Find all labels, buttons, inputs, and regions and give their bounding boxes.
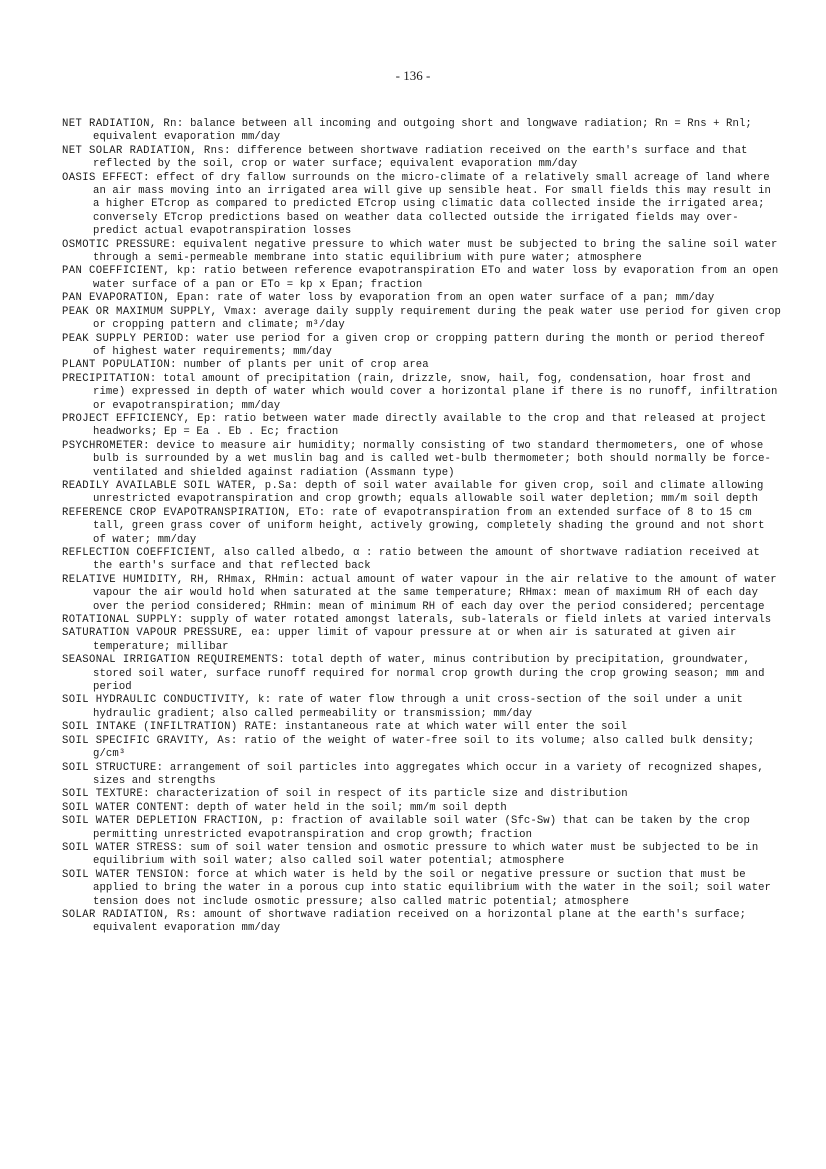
glossary-entry bbox=[62, 574, 782, 614]
glossary-term: PSYCHROMETER: bbox=[62, 439, 150, 452]
glossary-definition: rate of water flow through a unit cross-section of the soil under a unit hydraulic gradient; also called permeability or transmission; mm/day bbox=[93, 694, 743, 720]
glossary-definition: upper limit of vapour pressure at or when air is saturated at given air temperature; millibar bbox=[93, 627, 737, 653]
glossary-entry bbox=[62, 373, 782, 413]
glossary-term: SATURATION VAPOUR PRESSURE, ea: bbox=[62, 627, 272, 640]
glossary-entry bbox=[62, 292, 782, 305]
glossary-entry bbox=[62, 654, 782, 694]
glossary-term: SOIL TEXTURE: bbox=[62, 788, 150, 801]
glossary-entry bbox=[62, 359, 782, 372]
glossary-definition: instantaneous rate at which water will enter the soil bbox=[278, 721, 627, 734]
glossary-term: SOIL HYDRAULIC CONDUCTIVITY, k: bbox=[62, 694, 272, 707]
glossary-definition: average daily supply requirement during the peak water use period for given crop or cropping pattern and climate; m³/day bbox=[93, 305, 782, 332]
glossary-definition: fraction of available soil water (Sfc-Sw) that can be taken by the crop permitting unrestricted evapotranspiration and crop growth; fraction bbox=[93, 815, 750, 841]
glossary-entry bbox=[62, 815, 782, 842]
glossary-definition: characterization of soil in respect of its particle size and distribution bbox=[149, 788, 628, 801]
glossary-definition: depth of soil water available for given crop, soil and climate allowing unrestricted evapotranspiration and crop growth; equals allowable soil water depletion; mm/m soil depth bbox=[93, 479, 764, 506]
glossary-definition: actual amount of water vapour in the air relative to the amount of water vapour the air would hold when saturated at the same temperature; RHmax: mean of maximum RH of each day over the period considered; RHmin: mean of minimum RH of each day over the period considered; percentage bbox=[93, 573, 777, 613]
glossary bbox=[62, 118, 782, 936]
glossary-entry bbox=[62, 788, 782, 801]
glossary-term: SOIL WATER TENSION: bbox=[62, 868, 191, 881]
glossary-term: PLANT POPULATION: bbox=[62, 359, 177, 372]
glossary-definition: depth of water held in the soil; mm/m soil depth bbox=[190, 801, 507, 814]
glossary-term: PEAK SUPPLY PERIOD: bbox=[62, 332, 191, 345]
glossary-entry bbox=[62, 735, 782, 762]
glossary-term: ROTATIONAL SUPPLY: bbox=[62, 614, 184, 627]
glossary-definition: supply of water rotated amongst laterals, sub-laterals or field inlets at varied intervals bbox=[183, 614, 772, 627]
glossary-term: SOIL INTAKE (INFILTRATION) RATE: bbox=[62, 721, 279, 734]
glossary-definition: force at which water is held by the soil or negative pressure or suction that must be applied to bring the water in a porous cup into static equilibrium with the water in the soil; soil water tension does not include osmotic pressure; also called matric potential; atmosphere bbox=[93, 868, 772, 908]
glossary-entry bbox=[62, 413, 782, 440]
glossary-entry bbox=[62, 118, 782, 145]
glossary-entry bbox=[62, 721, 782, 734]
glossary-definition: difference between shortwave radiation received on the earth's surface and that reflected by the soil, crop or water surface; equivalent evaporation mm/day bbox=[93, 144, 748, 171]
glossary-definition: rate of water loss by evaporation from an open water surface of a pan; mm/day bbox=[210, 292, 715, 305]
page-number: - 136 - bbox=[395, 68, 431, 83]
glossary-entry bbox=[62, 306, 782, 333]
glossary-entry bbox=[62, 440, 782, 480]
glossary-entry bbox=[62, 842, 782, 869]
glossary-definition: number of plants per unit of crop area bbox=[176, 359, 429, 372]
glossary-definition: rate of evapotranspiration from an extended surface of 8 to 15 cm tall, green grass cover of uniform height, actively growing, completely shading the ground and not short of water; mm/day bbox=[93, 506, 765, 546]
glossary-definition: ratio between water made directly available to the crop and that released at project headworks; Ep = Ea . Eb . Ec; fraction bbox=[93, 412, 767, 439]
glossary-term: READILY AVAILABLE SOIL WATER, p.Sa: bbox=[62, 479, 299, 492]
glossary-term: SOIL SPECIFIC GRAVITY, As: bbox=[62, 734, 238, 747]
glossary-term: SOIL WATER DEPLETION FRACTION, p: bbox=[62, 815, 285, 828]
glossary-entry bbox=[62, 762, 782, 789]
glossary-term: PROJECT EFFICIENCY, Ep: bbox=[62, 412, 218, 425]
glossary-term: PEAK OR MAXIMUM SUPPLY, Vmax: bbox=[62, 305, 258, 318]
glossary-term: REFERENCE CROP EVAPOTRANSPIRATION, ETo: bbox=[62, 506, 326, 519]
glossary-definition: amount of shortwave radiation received on a horizontal plane at the earth's surface; equivalent evaporation mm/day bbox=[93, 908, 747, 935]
glossary-entry bbox=[62, 547, 782, 574]
glossary-entry bbox=[62, 145, 782, 172]
glossary-term: RELATIVE HUMIDITY, RH, RHmax, RHmin: bbox=[62, 573, 306, 586]
glossary-entry bbox=[62, 909, 782, 936]
glossary-term: PAN COEFFICIENT, kp: bbox=[62, 265, 198, 278]
glossary-entry bbox=[62, 627, 782, 654]
glossary-term: PRECIPITATION: bbox=[62, 372, 157, 385]
glossary-term: NET SOLAR RADIATION, Rns: bbox=[62, 144, 231, 157]
glossary-term: PAN EVAPORATION, Epan: bbox=[62, 292, 211, 305]
glossary-definition: water use period for a given crop or cropping pattern during the month or period thereof of highest water requirements; mm/day bbox=[93, 332, 766, 358]
glossary-definition: equivalent negative pressure to which water must be subjected to bring the saline soil water through a semi-permeable membrane into static equilibrium with pure water; atmosphere bbox=[93, 238, 778, 265]
glossary-definition: total depth of water, minus contribution by precipitation, groundwater, stored soil water, surface runoff required for normal crop growth during the crop growing season; mm and period bbox=[93, 654, 765, 694]
glossary-definition: device to measure air humidity; normally consisting of two standard thermometers, one of whose bulb is surrounded by a wet muslin bag and is called wet-bulb thermometer; both should normally be force-ventilated and shielded against radiation (Assmann type) bbox=[93, 439, 772, 479]
glossary-entry bbox=[62, 265, 782, 292]
glossary-definition: balance between all incoming and outgoing short and longwave radiation; Rn = Rns + Rnl; equivalent evaporation mm/day bbox=[93, 118, 752, 144]
glossary-definition: ratio between reference evapotranspiration ETo and water loss by evaporation from an open water surface of a pan or ETo = kp x Epan; fraction bbox=[93, 265, 779, 291]
glossary-entry bbox=[62, 507, 782, 547]
glossary-entry bbox=[62, 239, 782, 266]
glossary-term: OASIS EFFECT: bbox=[62, 171, 150, 184]
glossary-definition: also called albedo, α : ratio between the amount of shortwave radiation received at the earth's surface and that reflected back bbox=[93, 547, 760, 573]
glossary-entry bbox=[62, 333, 782, 360]
glossary-entry bbox=[62, 172, 782, 239]
glossary-term: REFLECTION COEFFICIENT, bbox=[62, 547, 218, 559]
glossary-entry bbox=[62, 802, 782, 815]
glossary-term: SOIL WATER CONTENT: bbox=[62, 801, 191, 814]
glossary-definition: ratio of the weight of water-free soil to its volume; also called bulk density; g/cm³ bbox=[93, 734, 755, 761]
glossary-term: SOIL WATER STRESS: bbox=[62, 841, 184, 854]
glossary-definition: total amount of precipitation (rain, drizzle, snow, hail, fog, condensation, hoar frost and rime) expressed in depth of water which would cover a horizontal plane if there is no runoff, infiltration or evapotranspiration; mm/day bbox=[93, 372, 778, 412]
glossary-entry bbox=[62, 869, 782, 909]
glossary-definition: arrangement of soil particles into aggregates which occur in a variety of recognized shapes, sizes and strengths bbox=[93, 761, 764, 787]
glossary-term: NET RADIATION, Rn: bbox=[62, 118, 184, 130]
glossary-definition: effect of dry fallow surrounds on the micro-climate of a relatively small acreage of land where an air mass moving into an irrigated area will give up sensible heat. For small fields this may result in a higher ETcrop as compared to predicted ETcrop using climatic data collected inside the irrigated area; conversely ETcrop predictions based on weather data collected outside the irrigated fields may over-predict actual evapotranspiration losses bbox=[93, 171, 772, 238]
glossary-term: OSMOTIC PRESSURE: bbox=[62, 238, 177, 251]
glossary-term: SOLAR RADIATION, Rs: bbox=[62, 908, 198, 921]
glossary-entry bbox=[62, 694, 782, 721]
glossary-term: SEASONAL IRRIGATION REQUIREMENTS: bbox=[62, 654, 285, 667]
glossary-entry bbox=[62, 614, 782, 627]
glossary-definition: sum of soil water tension and osmotic pressure to which water must be subjected to be in equilibrium with soil water; also called soil water potential; atmosphere bbox=[93, 841, 759, 868]
glossary-entry bbox=[62, 480, 782, 507]
glossary-term: SOIL STRUCTURE: bbox=[62, 761, 164, 774]
